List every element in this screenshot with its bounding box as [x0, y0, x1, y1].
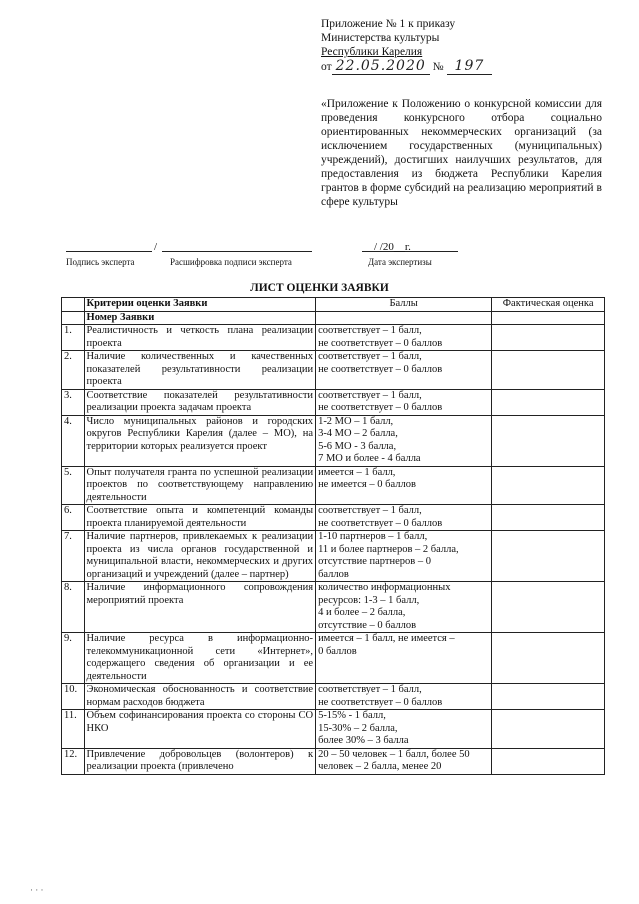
row-actual-score[interactable]: [492, 351, 605, 390]
score-line: 15-30% – 2 балла,: [318, 722, 398, 734]
signature-lines: [62, 240, 492, 270]
header-line-2: Министерства культуры: [321, 32, 440, 44]
row-scores: [316, 633, 492, 684]
score-line: не имеется – 0 баллов: [318, 479, 416, 490]
handwritten-number: 197: [447, 58, 493, 75]
date-template: / /20__г.: [374, 241, 411, 253]
score-line: человек – 2 балла, менее 20: [318, 761, 442, 772]
application-number-value[interactable]: [492, 311, 605, 325]
appendix-paragraph: «Приложение к Положению о конкурсной комиссии для проведения конкурсного отбора социально ориентированных некоммерческих организаций (за исключением государственных (муниципальных) учреждений), достигших наилучших результатов, для предоставления из бюджета Республики Карелия грантов в форме субсидий на реализацию мероприятий в сфере культуры: [321, 98, 602, 208]
row-actual-score[interactable]: [492, 505, 605, 531]
row-number: 9.: [62, 633, 85, 684]
row-number: 2.: [62, 351, 85, 390]
score-line: 4 и более – 2 балла,: [318, 607, 406, 618]
score-line: имеется – 1 балл,: [318, 466, 396, 478]
row-number: 5.: [62, 466, 85, 505]
row-scores: [316, 748, 492, 774]
score-line: соответствует – 1 балл,: [318, 505, 422, 516]
score-line: более 30% – 3 балла: [318, 735, 409, 746]
score-line: ресурсов: 1-3 – 1 балл,: [318, 594, 420, 606]
header-num-cell: [62, 298, 85, 312]
row-criterion: Наличие информационного сопровождения мероприятий проекта: [84, 582, 316, 633]
sheet-title: ЛИСТ ОЦЕНКИ ЗАЯВКИ: [250, 282, 389, 294]
table-row: [62, 389, 605, 415]
score-line: 1-2 МО – 1 балл,: [318, 415, 394, 427]
row-scores: [316, 710, 492, 749]
score-line: отсутствие партнеров – 0: [318, 556, 431, 567]
row-scores: [316, 505, 492, 531]
row-number: 3.: [62, 389, 85, 415]
table-row: [62, 684, 605, 710]
row-scores: [316, 531, 492, 582]
table-row: [62, 415, 605, 466]
caption-date: Дата экспертизы: [368, 257, 432, 267]
score-line: не соответствует – 0 баллов: [318, 363, 443, 375]
evaluation-table: [61, 297, 605, 775]
application-number-label: Номер Заявки: [84, 311, 316, 325]
score-line: баллов: [318, 568, 349, 580]
row-number: 7.: [62, 531, 85, 582]
table-header-row: [62, 298, 605, 312]
table-row: [62, 633, 605, 684]
score-line: 20 – 50 человек – 1 балл, более 50: [318, 748, 470, 760]
row-criterion: Наличие количественных и качественных показателей результативности реализации проекта: [84, 351, 316, 390]
row-number: 1.: [62, 325, 85, 351]
row-criterion: Объем софинансирования проекта со стороны СО НКО: [84, 710, 316, 749]
score-line: 7 МО и более - 4 балла: [318, 453, 421, 464]
row-number: 4.: [62, 415, 85, 466]
row-actual-score[interactable]: [492, 531, 605, 582]
score-line: не соответствует – 0 баллов: [318, 517, 443, 529]
header-criteria: Критерии оценки Заявки: [84, 298, 316, 312]
row-actual-score[interactable]: [492, 633, 605, 684]
score-line: соответствует – 1 балл,: [318, 389, 422, 401]
row-actual-score[interactable]: [492, 415, 605, 466]
row-actual-score[interactable]: [492, 389, 605, 415]
row-scores: [316, 684, 492, 710]
row-actual-score[interactable]: [492, 710, 605, 749]
header-actual: Фактическая оценка: [492, 298, 605, 312]
row-scores: [316, 351, 492, 390]
row-criterion: Реалистичность и четкость плана реализации проекта: [84, 325, 316, 351]
row-criterion: Наличие ресурса в информационно-телекоммуникационной сети «Интернет», содержащего сведения об организации и ее деятельности: [84, 633, 316, 684]
signature-line: [66, 250, 152, 252]
row-actual-score[interactable]: [492, 684, 605, 710]
score-line: 1-10 партнеров – 1 балл,: [318, 531, 428, 542]
table-row: [62, 325, 605, 351]
score-line: не соответствует – 0 баллов: [318, 337, 443, 349]
header-line-1: Приложение № 1 к приказу: [321, 18, 456, 30]
score-line: количество информационных: [318, 582, 451, 593]
score-line: соответствует – 1 балл,: [318, 351, 422, 362]
row-criterion: Соответствие показателей результативности реализации проекта задачам проекта: [84, 389, 316, 415]
score-line: имеется – 1 балл, не имеется –: [318, 633, 455, 644]
table-row: [62, 531, 605, 582]
table-row: [62, 466, 605, 505]
row-scores: [316, 582, 492, 633]
row-number: 6.: [62, 505, 85, 531]
handwritten-date: 22.05.2020: [332, 58, 430, 75]
row-actual-score[interactable]: [492, 466, 605, 505]
header-line-3: Республики Карелия: [321, 46, 423, 58]
row-scores: [316, 466, 492, 505]
table-row: [62, 505, 605, 531]
signature-slash: /: [154, 241, 158, 253]
row-criterion: Наличие партнеров, привлекаемых к реализации проекта из числа органов государственной и муниципальной власти, некоммерческих и других организаций и учреждений (далее – партнер): [84, 531, 316, 582]
score-line: отсутствие – 0 баллов: [318, 619, 417, 631]
score-line: не соответствует – 0 баллов: [318, 402, 443, 413]
score-line: 11 и более партнеров – 2 балла,: [318, 543, 459, 555]
empty-cell: [316, 311, 492, 325]
score-line: соответствует – 1 балл,: [318, 684, 422, 695]
score-line: 3-4 МО – 2 балла,: [318, 428, 398, 439]
row-scores: [316, 325, 492, 351]
table-row: [62, 710, 605, 749]
score-line: соответствует – 1 балл,: [318, 325, 422, 336]
score-line: 0 баллов: [318, 645, 357, 657]
table-row: [62, 351, 605, 390]
table-row: [62, 748, 605, 774]
scan-artifact: · · ·: [30, 885, 44, 895]
number-prefix: №: [432, 61, 444, 73]
row-number: 12.: [62, 748, 85, 774]
row-number: 8.: [62, 582, 85, 633]
score-line: 5-6 МО - 3 балла,: [318, 440, 397, 452]
row-criterion: Экономическая обоснованность и соответствие нормам расходов бюджета: [84, 684, 316, 710]
criteria-rows: [62, 325, 605, 775]
row-actual-score[interactable]: [492, 748, 605, 774]
caption-decoding: Расшифровка подписи эксперта: [170, 257, 292, 267]
header-score: Баллы: [316, 298, 492, 312]
decoding-line: [162, 250, 312, 252]
order-header: [321, 17, 611, 74]
row-criterion: Опыт получателя гранта по успешной реализации проектов по соответствующему направлению деятельности: [84, 466, 316, 505]
row-actual-score[interactable]: [492, 582, 605, 633]
row-number: 10.: [62, 684, 85, 710]
table-row: [62, 582, 605, 633]
application-number-row: [62, 311, 605, 325]
row-criterion: Соответствие опыта и компетенций команды проекта планируемой деятельности: [84, 505, 316, 531]
row-number: 11.: [62, 710, 85, 749]
row-scores: [316, 415, 492, 466]
score-line: не соответствует – 0 баллов: [318, 696, 443, 708]
empty-cell: [62, 311, 85, 325]
row-criterion: Привлечение добровольцев (волонтеров) к реализации проекта (привлечено: [84, 748, 316, 774]
row-criterion: Число муниципальных районов и городских округов Республики Карелия (далее – МО), на территории которых реализуется проект: [84, 415, 316, 466]
order-date-number: [321, 59, 611, 74]
caption-signature: Подпись эксперта: [66, 257, 135, 267]
row-actual-score[interactable]: [492, 325, 605, 351]
row-scores: [316, 389, 492, 415]
date-prefix: от: [321, 61, 332, 73]
score-line: 5-15% - 1 балл,: [318, 710, 386, 721]
